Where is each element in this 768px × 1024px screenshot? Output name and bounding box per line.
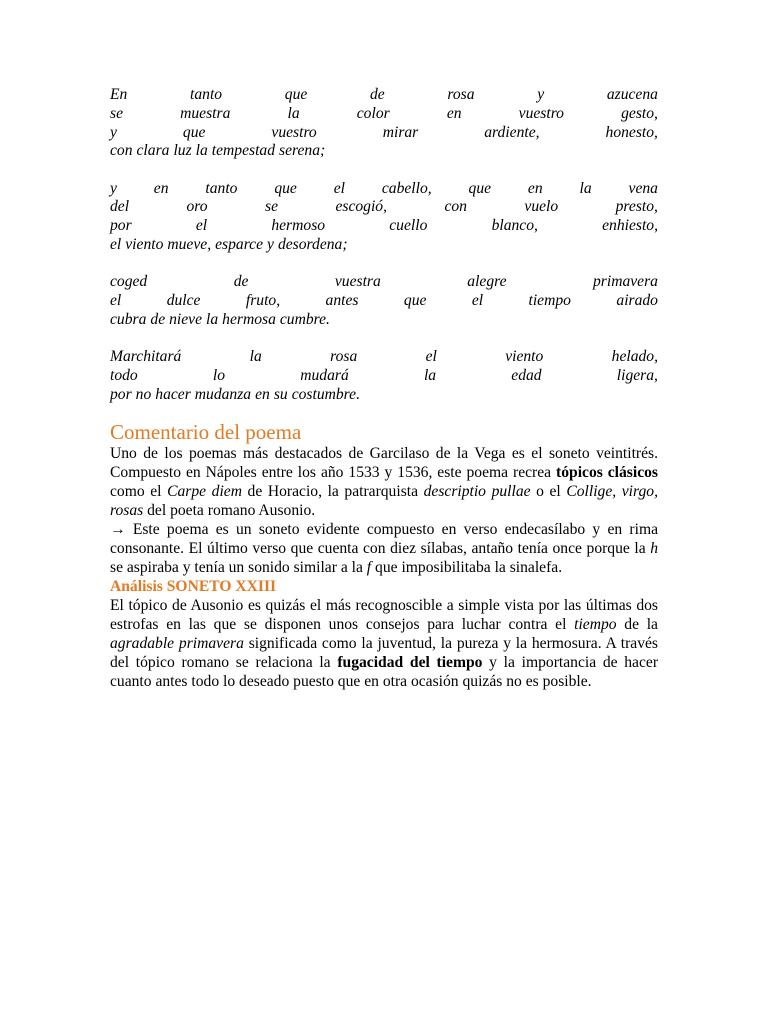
poem-word: la — [249, 348, 262, 366]
poem-word: vuestro — [518, 104, 564, 122]
poem-word: lo — [212, 367, 226, 385]
poem-word: el — [425, 348, 437, 366]
poem-line — [110, 367, 658, 386]
poem-line — [110, 217, 658, 236]
poem-word: esparce — [215, 236, 264, 254]
poem-line — [110, 86, 658, 105]
italic-text: f — [366, 558, 372, 576]
poem-word: viento — [505, 348, 544, 366]
poem-word: viento — [125, 236, 164, 254]
poem-word: en — [153, 179, 169, 197]
poem-word: se — [110, 104, 123, 122]
poem-word: su — [273, 385, 288, 403]
poem-word: hermosa — [222, 310, 276, 328]
italic-text: agradable primavera — [110, 634, 244, 652]
poem-word: Marchitará — [110, 348, 182, 366]
poem-word: por — [110, 385, 132, 403]
italic-text: tiempo — [574, 615, 617, 633]
poem-word: desordena; — [277, 236, 348, 254]
poem-word: blanco, — [491, 217, 538, 235]
poem-line — [110, 348, 658, 367]
poem-word: el — [110, 292, 122, 310]
poem-word: mueve, — [167, 236, 212, 254]
poem-word: nieve — [169, 310, 203, 328]
poem-word: helado, — [611, 348, 658, 366]
poem-word: por — [110, 217, 132, 235]
poem-line — [110, 124, 658, 143]
poem-word: que — [182, 123, 206, 141]
poem-word: alegre — [467, 273, 507, 291]
poem-word: no — [135, 385, 152, 403]
poem-word: del — [110, 198, 130, 216]
poem-word: se — [265, 198, 279, 216]
poem-word: tanto — [190, 86, 223, 103]
poem-word: vuelo — [524, 198, 559, 216]
poem-word: que — [284, 86, 308, 103]
poem-stanza — [110, 180, 658, 255]
poem-word: la — [195, 142, 208, 160]
poem-line — [110, 105, 658, 124]
poem-word: y — [267, 236, 274, 254]
poem-word: mirar — [382, 123, 419, 141]
poem-word: clara — [136, 142, 170, 160]
poem-word: que — [468, 179, 492, 197]
bold-text: tópicos clásicos — [556, 463, 658, 481]
poem-line — [110, 198, 658, 217]
poem-word: antes — [325, 292, 359, 310]
poem-word: mudará — [300, 367, 349, 385]
poem-word: color — [356, 104, 390, 122]
poem-word: primavera — [593, 273, 658, 291]
poem-word: coged — [110, 273, 148, 291]
poem-word: en — [255, 385, 270, 403]
poem-word: vuestra — [334, 273, 381, 291]
poem-line — [110, 180, 658, 199]
poem-word: hermoso — [271, 217, 326, 235]
poem-line — [110, 386, 658, 405]
poem-word: presto, — [615, 198, 658, 216]
sonnet-poem — [110, 86, 658, 405]
poem-word: de — [369, 86, 385, 103]
poem-word: dulce — [166, 292, 201, 310]
poem-word: serena; — [279, 142, 326, 160]
analysis-paragraph: El tópico de Ausonio es quizás el más recognoscible a simple vista por las últimas dos estrofas en las que se disponen unos consejos para luchar contra el tiempo de la agradable primavera significada como la juventud, la pureza y la hermosura. A través del tópico romano se relaciona la fugacidad del tiempo y la importancia de hacer cuanto antes todo lo deseado puesto que en otra ocasión quizás no es posible. — [110, 596, 659, 690]
poem-word: cumbre. — [279, 310, 330, 328]
poem-word: rosa — [447, 86, 475, 103]
poem-word: mudanza — [194, 385, 252, 403]
poem-word: la — [579, 179, 592, 197]
poem-word: gesto, — [621, 104, 658, 122]
poem-word: todo — [110, 367, 138, 385]
poem-word: la — [206, 310, 219, 328]
poem-word: en — [446, 104, 462, 122]
meter-paragraph: → Este poema es un soneto evidente compuesto en verso endecasílabo y en rima consonante. El último verso que cuenta con diez sílabas, antaño tenía once porque la h se aspiraba y tenía un sonido similar a la f que imposibilitaba la sinalefa. — [110, 520, 658, 576]
poem-word: ardiente, — [484, 123, 540, 141]
poem-word: luz — [173, 142, 192, 160]
poem-word: con — [444, 198, 467, 216]
poem-word: oro — [186, 198, 208, 216]
poem-stanza — [110, 348, 658, 404]
poem-word: la — [287, 104, 300, 122]
poem-word: escogió, — [335, 198, 388, 216]
poem-word: tanto — [205, 179, 238, 197]
poem-word: la — [423, 367, 437, 385]
poem-word: rosa — [330, 348, 358, 366]
poem-word: enhiesto, — [602, 217, 658, 235]
poem-line — [110, 292, 658, 311]
poem-word: que — [274, 179, 297, 197]
italic-text: Carpe diem — [167, 482, 242, 500]
poem-word: y — [110, 123, 117, 141]
poem-line — [110, 142, 658, 161]
poem-word: honesto, — [605, 123, 658, 141]
poem-word: en — [527, 179, 543, 197]
poem-word: cuello — [389, 217, 428, 235]
poem-word: tempestad — [211, 142, 276, 160]
poem-word: ligera, — [616, 367, 658, 385]
commentary-paragraph: Uno de los poemas más destacados de Garcilaso de la Vega es el soneto veintitrés. Compuesto en Nápoles entre los año 1533 y 1536, este poema recrea tópicos clásicos como el Carpe diem de Horacio, la patrarquista descriptio pullae o el Collige, virgo, rosas del poeta romano Ausonio. — [110, 444, 658, 519]
italic-text: h — [650, 539, 658, 557]
poem-word: de — [150, 310, 166, 328]
poem-word: costumbre. — [291, 385, 360, 403]
poem-line — [110, 311, 658, 330]
poem-line — [110, 273, 658, 292]
poem-word: cubra — [110, 310, 147, 328]
poem-word: airado — [616, 292, 658, 310]
poem-word: vuestro — [271, 123, 317, 141]
poem-word: muestra — [180, 104, 231, 122]
poem-word: cabello, — [381, 179, 432, 197]
poem-stanza — [110, 273, 658, 329]
poem-word: vena — [628, 179, 658, 197]
document-page — [110, 86, 658, 691]
poem-word: de — [233, 273, 249, 291]
poem-word: el — [333, 179, 345, 197]
poem-word: el — [195, 217, 208, 235]
bold-text: fugacidad del tiempo — [337, 653, 483, 671]
poem-word: hacer — [155, 385, 191, 403]
poem-word: tiempo — [528, 292, 571, 310]
poem-word: el — [110, 236, 122, 254]
poem-stanza — [110, 86, 658, 161]
italic-text: Collige, virgo, rosas — [110, 482, 658, 519]
analysis-heading: Análisis SONETO XXIII — [110, 577, 277, 595]
poem-word: el — [471, 292, 484, 310]
poem-word: con — [110, 142, 133, 160]
poem-word: fruto, — [245, 292, 281, 310]
poem-word: que — [403, 292, 427, 310]
poem-line — [110, 236, 658, 255]
poem-word: En — [110, 86, 128, 103]
poem-word: edad — [511, 367, 542, 385]
italic-text: descriptio pullae — [423, 482, 531, 500]
commentary-heading: Comentario del poema — [110, 419, 302, 444]
poem-word: y — [537, 86, 545, 103]
poem-word: y — [110, 179, 117, 197]
poem-word: azucena — [606, 86, 658, 103]
